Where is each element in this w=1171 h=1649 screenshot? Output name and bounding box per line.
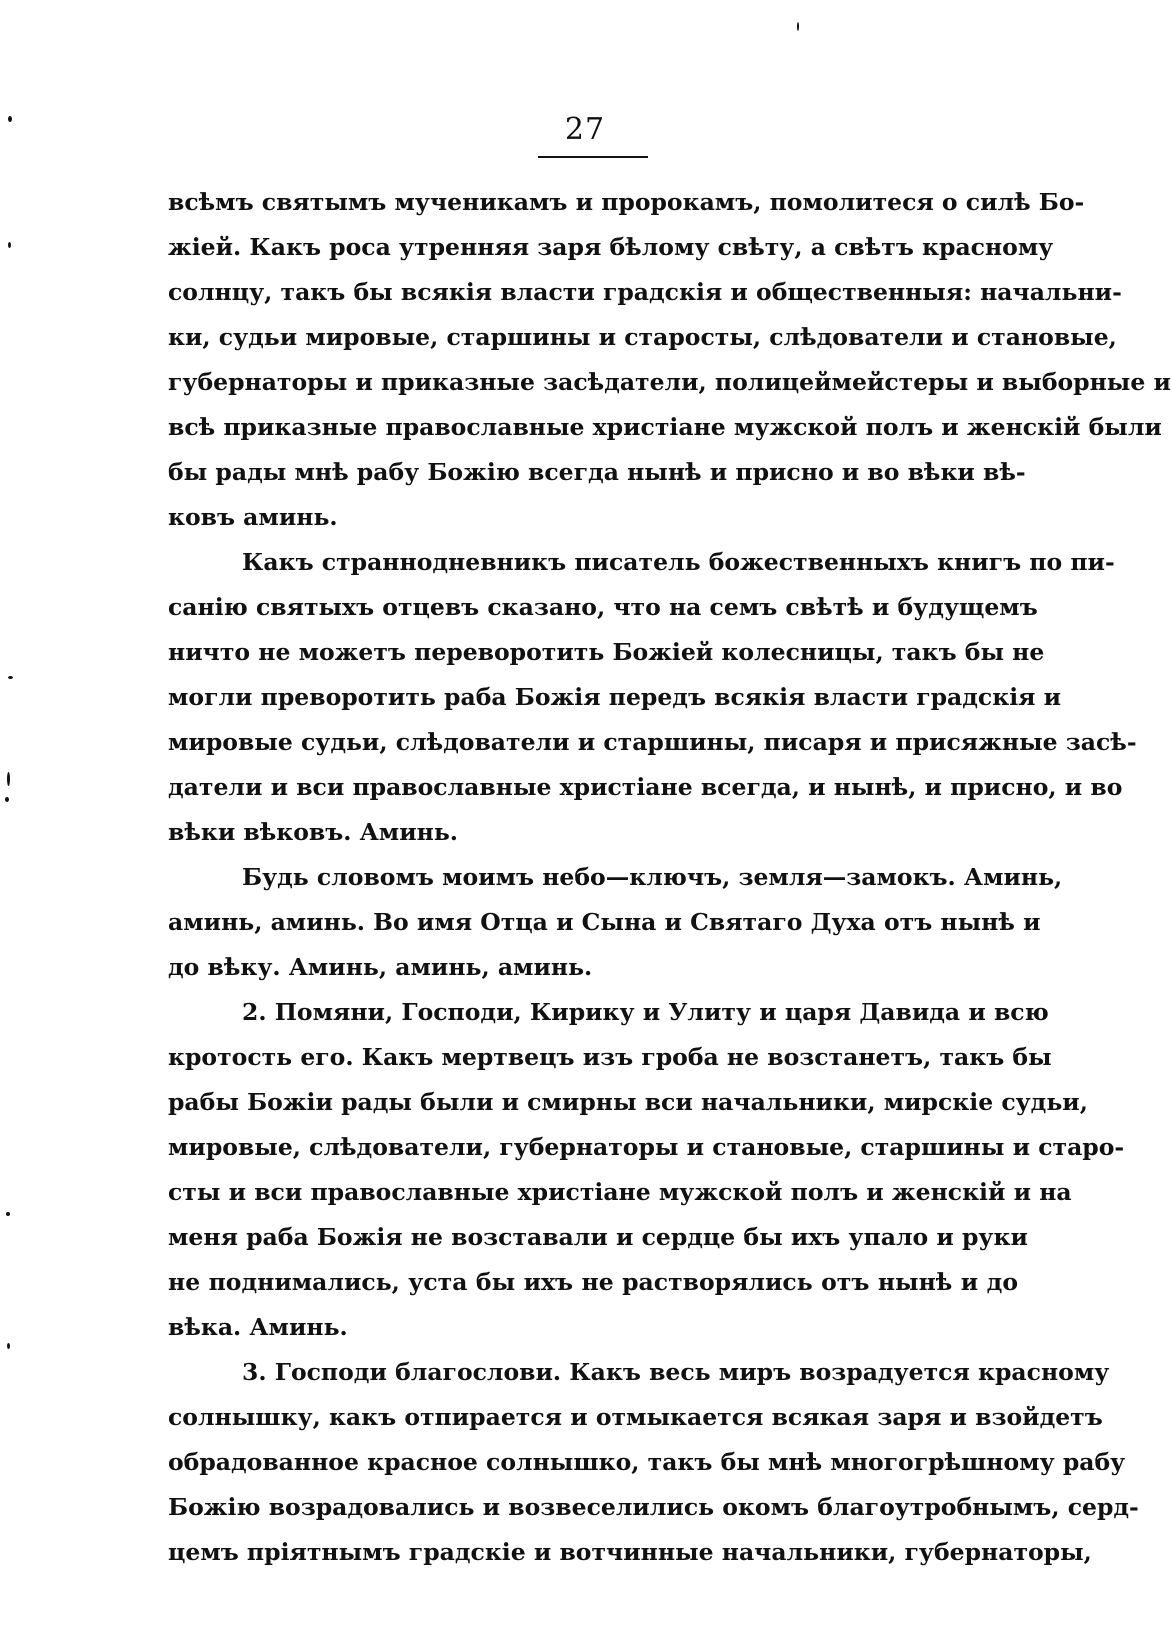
scan-speck [5,797,9,802]
text-line: не поднимались, уста бы ихъ не растворялись отъ нынѣ и до [168,1268,1018,1296]
text-line: санію святыхъ отцевъ сказано, что на семъ свѣтѣ и будущемъ [168,593,1038,621]
page-number-rule [538,156,648,158]
text-line: кротость его. Какъ мертвецъ изъ гроба не возстанетъ, такъ бы [168,1043,1052,1071]
text-line: ковъ аминь. [168,503,338,531]
text-line: до вѣку. Аминь, аминь, аминь. [168,953,593,981]
paragraph-start-line: 2. Помяни, Господи, Кирику и Улиту и царя Давида и всю [242,998,1049,1026]
body-text [168,180,1171,1575]
text-line: всѣмъ святымъ мученикамъ и пророкамъ, помолитеся о силѣ Бо- [168,188,1085,216]
scan-speck [8,676,13,679]
paragraph-start-line: Какъ страннодневникъ писатель божественныхъ книгъ по пи- [242,548,1115,576]
scan-speck [8,116,12,122]
text-line: бы рады мнѣ рабу Божію всегда нынѣ и присно и во вѣки вѣ- [168,458,1026,486]
text-line: губернаторы и приказные засѣдатели, полицеймейстеры и выборные и [168,368,1171,396]
scan-speck [7,772,10,786]
text-line: ки, судьи мировые, старшины и старосты, слѣдователи и становые, [168,323,1117,351]
text-line: аминь, аминь. Во имя Отца и Сына и Святаго Духа отъ нынѣ и [168,908,1041,936]
text-line: обрадованное красное солнышко, такъ бы мнѣ многогрѣшному рабу [168,1448,1126,1476]
scan-speck [6,1212,10,1216]
text-line: вѣки вѣковъ. Аминь. [168,818,458,846]
scan-speck [8,242,11,248]
text-line: жіей. Какъ роса утренняя заря бѣлому свѣту, а свѣтъ красному [168,233,1054,261]
scan-speck [7,1343,10,1349]
text-line: рабы Божіи рады были и смирны вси начальники, мирскіе судьи, [168,1088,1088,1116]
paragraph-start-line: Будь словомъ моимъ небо—ключъ, земля—замокъ. Аминь, [242,863,1063,891]
text-line: Божію возрадовались и возвеселились окомъ благоутробнымъ, серд- [168,1493,1139,1521]
page-number: 27 [564,112,606,147]
text-line: мировые, слѣдователи, губернаторы и становые, старшины и старо- [168,1133,1125,1161]
text-line: сты и вси православные христіане мужской полъ и женскій и на [168,1178,1072,1206]
paragraph-start-line: 3. Господи благослови. Какъ весь миръ возрадуется красному [242,1358,1110,1386]
text-line: меня раба Божія не возставали и сердце бы ихъ упало и руки [168,1223,1028,1251]
text-line: солнышку, какъ отпирается и отмыкается всякая заря и взойдетъ [168,1403,1103,1431]
text-line: ничто не можетъ переворотить Божіей колесницы, такъ бы не [168,638,1045,666]
scan-speck [797,22,799,31]
text-line: солнцу, такъ бы всякія власти градскія и общественныя: начальни- [168,278,1122,306]
text-line: датели и вси православные христіане всегда, и нынѣ, и присно, и во [168,773,1123,801]
text-line: могли преворотить раба Божія передъ всякія власти градскія и [168,683,1062,711]
text-line: вѣка. Аминь. [168,1313,348,1341]
text-line: цемъ пріятнымъ градскіе и вотчинные начальники, губернаторы, [168,1538,1092,1566]
text-line: мировые судьи, слѣдователи и старшины, писаря и присяжные засѣ- [168,728,1137,756]
text-line: всѣ приказные православные христіане мужской полъ и женскій были [168,413,1162,441]
